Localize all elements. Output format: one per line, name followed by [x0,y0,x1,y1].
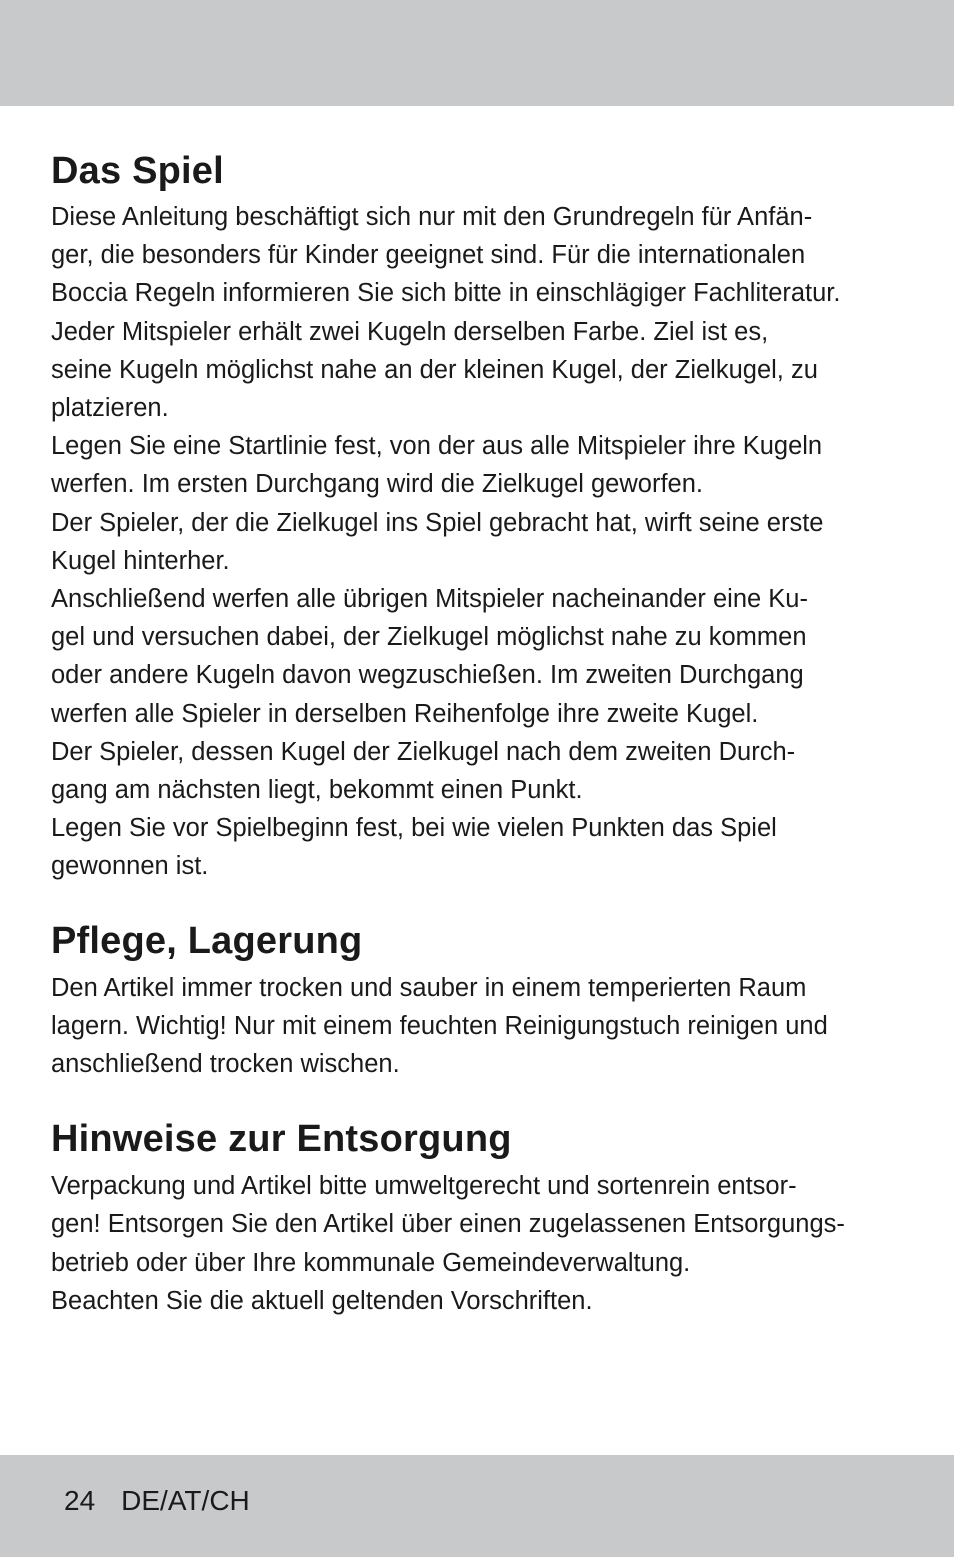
text-line: Diese Anleitung beschäftigt sich nur mit den Grundregeln für Anfän- [51,203,813,231]
text-line: gel und versuchen dabei, der Zielkugel möglichst nahe zu kommen [51,623,807,652]
text-line: platzieren. [51,394,169,423]
section-title-das-spiel: Das Spiel [51,150,224,192]
region-label: DE/AT/CH [121,1485,250,1516]
text-line: gen! Entsorgen Sie den Artikel über einen zugelassenen Entsorgungs- [51,1210,845,1239]
text-line: werfen. Im ersten Durchgang wird die Zielkugel geworfen. [51,470,703,499]
section-body-pflege-lagerung [51,969,907,1084]
text-line: anschließend trocken wischen. [51,1050,400,1079]
text-line: Anschließend werfen alle übrigen Mitspieler nacheinander eine Ku- [51,585,808,614]
page-footer [64,1484,250,1518]
text-line: Der Spieler, der die Zielkugel ins Spiel gebracht hat, wirft seine erste [51,508,824,537]
text-line: ger, die besonders für Kinder geeignet sind. Für die internationalen [51,241,806,270]
text-line: Den Artikel immer trocken und sauber in einem temperierten Raum [51,973,807,1002]
text-line: oder andere Kugeln davon wegzuschießen. Im zweiten Durchgang [51,661,804,690]
text-line: Jeder Mitspieler erhält zwei Kugeln derselben Farbe. Ziel ist es, [51,317,769,346]
text-line: Der Spieler, dessen Kugel der Zielkugel nach dem zweiten Durch- [51,737,796,766]
text-line: werfen alle Spieler in derselben Reihenfolge ihre zweite Kugel. [51,699,759,728]
page-content [51,146,907,1320]
section-title-hinweise-entsorgung: Hinweise zur Entsorgung [51,1118,512,1161]
section-body-das-spiel [51,198,907,886]
text-line: betrieb oder über Ihre kommunale Gemeindeverwaltung. [51,1248,691,1277]
text-line: Beachten Sie die aktuell geltenden Vorschriften. [51,1286,593,1315]
text-line: Boccia Regeln informieren Sie sich bitte in einschlägiger Fachliteratur. [51,279,841,308]
text-line: seine Kugeln möglichst nahe an der kleinen Kugel, der Zielkugel, zu [51,355,818,384]
text-line: gang am nächsten liegt, bekommt einen Punkt. [51,776,583,805]
section-hinweise-entsorgung [51,1114,907,1320]
section-pflege-lagerung [51,916,907,1084]
text-line: Legen Sie vor Spielbeginn fest, bei wie vielen Punkten das Spiel [51,814,777,843]
text-line: gewonnen ist. [51,852,209,881]
text-line: Legen Sie eine Startlinie fest, von der aus alle Mitspieler ihre Kugeln [51,432,823,461]
text-line: Kugel hinterher. [51,546,230,575]
page-number: 24 [64,1485,96,1516]
section-title-pflege-lagerung: Pflege, Lagerung [51,919,363,962]
text-line: lagern. Wichtig! Nur mit einem feuchten Reinigungstuch reinigen und [51,1011,828,1040]
section-body-hinweise-entsorgung [51,1167,907,1320]
header-band [0,0,954,106]
text-line: Verpackung und Artikel bitte umweltgerecht und sortenrein entsor- [51,1172,797,1201]
section-das-spiel [51,146,907,886]
